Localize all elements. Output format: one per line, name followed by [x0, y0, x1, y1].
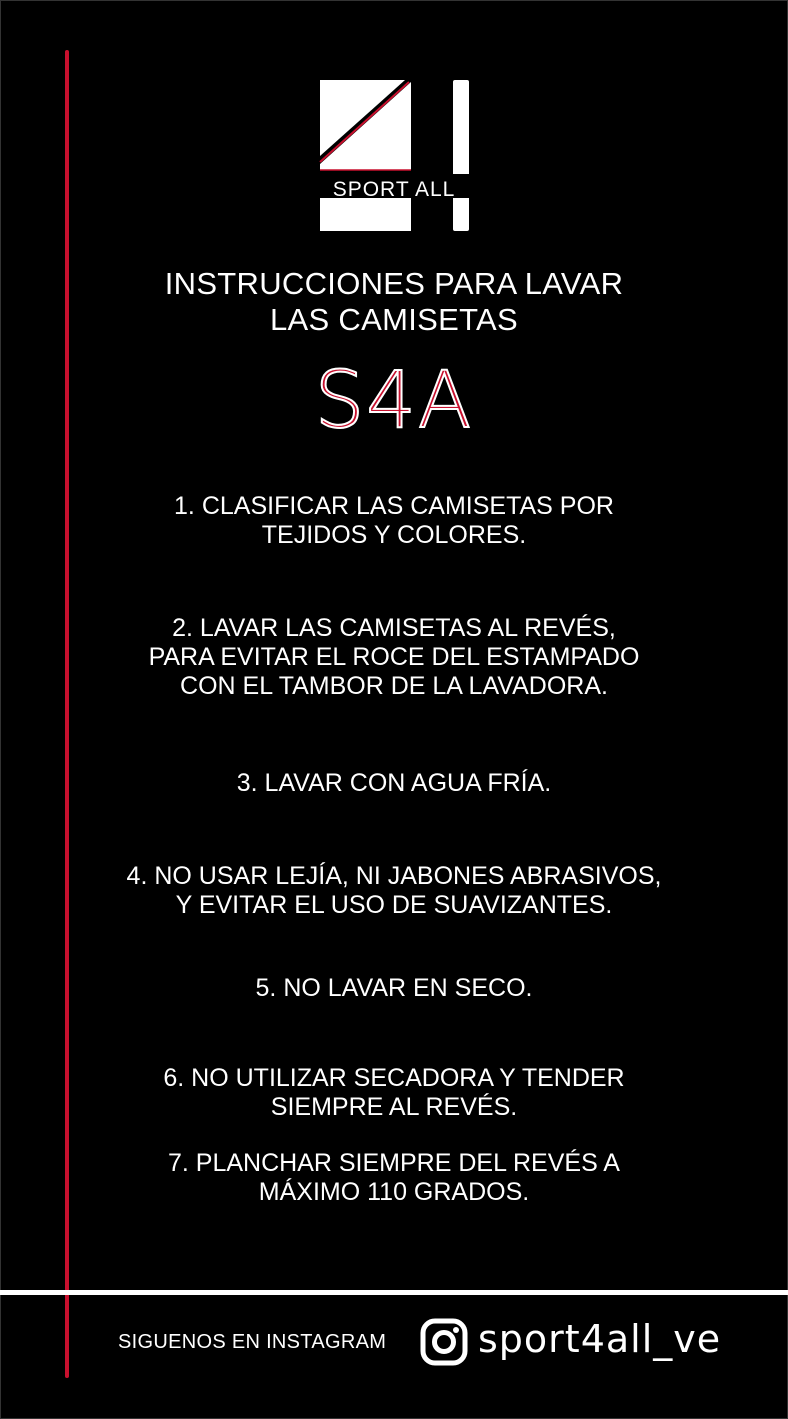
step-1: 1. CLASIFICAR LAS CAMISETAS POR TEJIDOS Y COLORES.	[174, 492, 614, 549]
title-line-2: LAS CAMISETAS	[270, 302, 518, 337]
step-7: 7. PLANCHAR SIEMPRE DEL REVÉS A MÁXIMO 110 GRADOS.	[167, 1149, 620, 1206]
step-2: 2. LAVAR LAS CAMISETAS AL REVÉS, PARA EVITAR EL ROCE DEL ESTAMPADO CON EL TAMBOR DE LA LAVADORA.	[148, 614, 640, 700]
page-title	[94, 266, 694, 338]
footer-divider	[0, 1290, 788, 1295]
follow-label: SIGUENOS EN INSTAGRAM	[118, 1331, 387, 1353]
step-5: 5. NO LAVAR EN SECO.	[255, 974, 533, 1002]
instagram-icon[interactable]	[420, 1318, 468, 1366]
logo-text: SPORT ALL	[332, 178, 456, 201]
title-line-1: INSTRUCCIONES PARA LAVAR	[164, 266, 624, 301]
step-3: 3. LAVAR CON AGUA FRÍA.	[236, 769, 552, 797]
brand-mark: S4A	[314, 356, 474, 446]
red-accent-line	[65, 50, 69, 1378]
step-4: 4. NO USAR LEJÍA, NI JABONES ABRASIVOS, Y EVITAR EL USO DE SUAVIZANTES.	[126, 862, 662, 919]
step-6: 6. NO UTILIZAR SECADORA Y TENDER SIEMPRE AL REVÉS.	[163, 1064, 625, 1121]
sport4all-logo-icon	[317, 78, 471, 234]
instagram-handle-link[interactable]: sport4all_ve	[478, 1317, 722, 1361]
